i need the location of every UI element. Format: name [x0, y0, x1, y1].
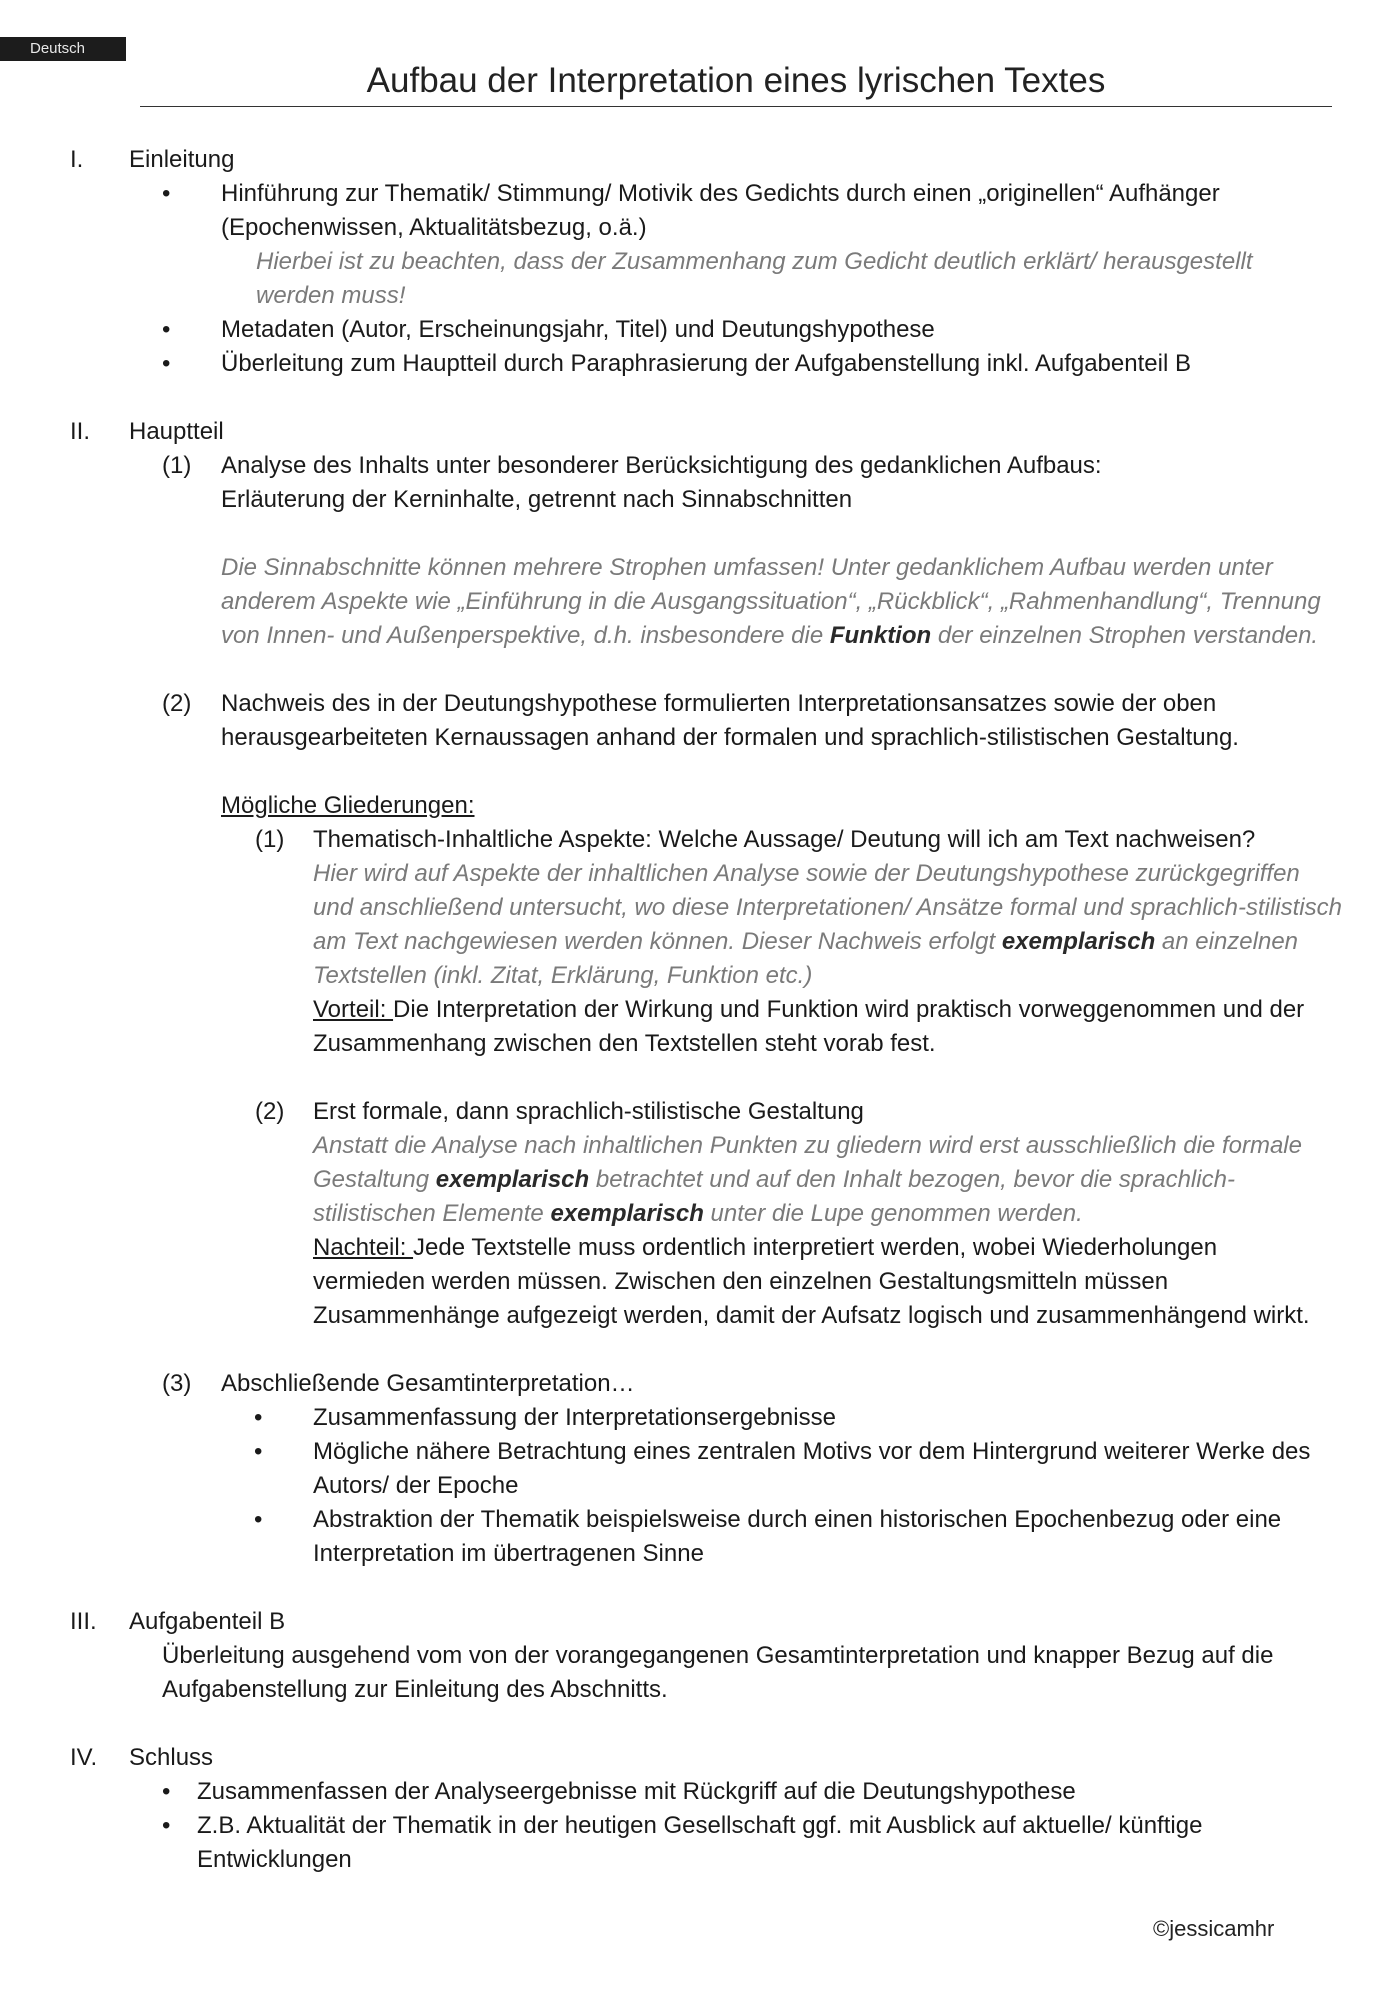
pro-note: Vorteil: Die Interpretation der Wirkung und Funktion wird praktisch vorweggenommen und der Zusammenhang zwischen den Textstellen steht vorab fest.	[313, 996, 1305, 1057]
copyright-footer: ©jessicamhr	[1153, 1916, 1275, 1941]
section-numeral: I.	[70, 146, 84, 173]
subject-tag: Deutsch	[0, 37, 126, 61]
section-numeral: IV.	[70, 1744, 98, 1771]
item-text: Erläuterung der Kerninhalte, getrennt nach Sinnabschnitten	[221, 486, 853, 513]
numbered-item	[0, 823, 1384, 1061]
list-item-text: Überleitung zum Hauptteil durch Paraphrasierung der Aufgabenstellung inkl. Aufgabenteil B	[221, 350, 1191, 377]
bullet-marker: •	[162, 180, 171, 207]
item-text: Abschließende Gesamtinterpretation…	[221, 1370, 635, 1397]
section-hauptteil	[0, 415, 1384, 1571]
list-item	[0, 1775, 1384, 1809]
bullet-marker: •	[162, 1778, 171, 1805]
section-title: Aufgabenteil B	[129, 1608, 286, 1635]
item-number: (1)	[162, 452, 192, 479]
list-item-text: Mögliche nähere Betrachtung eines zentralen Motivs vor dem Hintergrund weiterer Werke des Autors/ der Epoche	[313, 1438, 1311, 1499]
section-title: Schluss	[129, 1744, 214, 1771]
bullet-marker: •	[254, 1438, 263, 1465]
bullet-marker: •	[254, 1506, 263, 1533]
list-item-text: Abstraktion der Thematik beispielsweise durch einen historischen Epochenbezug oder eine Interpretation im übertragenen Sinne	[313, 1506, 1282, 1567]
hint-note: Anstatt die Analyse nach inhaltlichen Punkten zu gliedern wird erst ausschließlich die formale Gestaltung exemplarisch betrachtet und auf den Inhalt bezogen, bevor die sprachlich-stilistischen Elemente exemplarisch unter die Lupe genommen werden.	[313, 1132, 1302, 1227]
hint-note: Hier wird auf Aspekte der inhaltlichen Analyse sowie der Deutungshypothese zurückgegriffen und anschließend untersucht, wo diese Interpretationen/ Ansätze formal und sprachlich-stilistisch am Text nachgewiesen werden können. Dieser Nachweis erfolgt exemplarisch an einzelnen Textstellen (inkl. Zitat, Erklärung, Funktion etc.)	[313, 860, 1342, 989]
emphasis: Funktion	[829, 622, 932, 649]
item-number: (2)	[255, 1098, 285, 1125]
page-title: Aufbau der Interpretation eines lyrischen Textes	[140, 58, 1332, 107]
list-item	[0, 1401, 1384, 1435]
con-label: Nachteil:	[313, 1234, 414, 1261]
list-item	[0, 347, 1384, 381]
list-item	[0, 177, 1384, 245]
section-schluss	[0, 1741, 1384, 1877]
list-item-text: Metadaten (Autor, Erscheinungsjahr, Titel) und Deutungshypothese	[221, 316, 935, 343]
numbered-item	[0, 687, 1384, 755]
item-text: Thematisch-Inhaltliche Aspekte: Welche Aussage/ Deutung will ich am Text nachweisen?	[313, 826, 1256, 853]
section-numeral: III.	[70, 1608, 97, 1635]
numbered-item	[0, 449, 1384, 517]
section-title: Einleitung	[129, 146, 235, 173]
list-item-text: Zusammenfassung der Interpretationsergebnisse	[313, 1404, 836, 1431]
item-text: Nachweis des in der Deutungshypothese formulierten Interpretationsansatzes sowie der oben herausgearbeiteten Kernaussagen anhand der formalen und sprachlich-stilistischen Gestaltung.	[221, 690, 1239, 751]
list-item-text: Zusammenfassen der Analyseergebnisse mit Rückgriff auf die Deutungshypothese	[197, 1778, 1076, 1805]
hint-note: Die Sinnabschnitte können mehrere Strophen umfassen! Unter gedanklichem Aufbau werden unter anderem Aspekte wie „Einführung in die Ausgangssituation“, „Rückblick“, „Rahmenhandlung“, Trennung von Innen- und Außenperspektive, d.h. insbesondere die Funktion der einzelnen Strophen verstanden.	[221, 554, 1321, 649]
pro-label: Vorteil:	[313, 996, 394, 1023]
section-numeral: II.	[70, 418, 91, 445]
subheading: Mögliche Gliederungen:	[221, 792, 475, 819]
emphasis: exemplarisch	[435, 1166, 590, 1193]
emphasis: exemplarisch	[1001, 928, 1156, 955]
item-number: (3)	[162, 1370, 192, 1397]
bullet-marker: •	[254, 1404, 263, 1431]
bullet-marker: •	[162, 316, 171, 343]
numbered-item	[0, 1095, 1384, 1333]
bullet-marker: •	[162, 350, 171, 377]
emphasis: exemplarisch	[550, 1200, 704, 1227]
con-note: Nachteil: Jede Textstelle muss ordentlich interpretiert werden, wobei Wiederholungen vermieden werden müssen. Zwischen den einzelnen Gestaltungsmitteln müssen Zusammenhänge aufgezeigt werden, damit der Aufsatz logisch und zusammenhängend wirkt.	[313, 1234, 1310, 1329]
item-number: (2)	[162, 690, 192, 717]
list-item	[0, 1503, 1384, 1571]
item-text: Analyse des Inhalts unter besonderer Berücksichtigung des gedanklichen Aufbaus:	[221, 452, 1102, 479]
paragraph: Überleitung ausgehend vom von der vorangegangenen Gesamtinterpretation und knapper Bezug auf die Aufgabenstellung zur Einleitung des Abschnitts.	[162, 1642, 1274, 1703]
list-item	[0, 1435, 1384, 1503]
section-aufgabenteil-b	[0, 1605, 1384, 1707]
document-body	[0, 143, 1384, 1911]
bullet-marker: •	[162, 1812, 171, 1839]
item-text: Erst formale, dann sprachlich-stilistische Gestaltung	[313, 1098, 864, 1125]
list-item-text: Z.B. Aktualität der Thematik in der heutigen Gesellschaft ggf. mit Ausblick auf aktuelle/ künftige Entwicklungen	[197, 1812, 1203, 1873]
list-item	[0, 313, 1384, 347]
list-item	[0, 1809, 1384, 1877]
item-number: (1)	[255, 826, 285, 853]
section-title: Hauptteil	[129, 418, 224, 445]
section-einleitung	[0, 143, 1384, 381]
list-item-text: Hinführung zur Thematik/ Stimmung/ Motivik des Gedichts durch einen „originellen“ Aufhänger (Epochenwissen, Aktualitätsbezug, o.ä.)	[221, 180, 1220, 241]
numbered-item	[0, 1367, 1384, 1401]
hint-note: Hierbei ist zu beachten, dass der Zusammenhang zum Gedicht deutlich erklärt/ herausgestellt werden muss!	[256, 248, 1253, 309]
